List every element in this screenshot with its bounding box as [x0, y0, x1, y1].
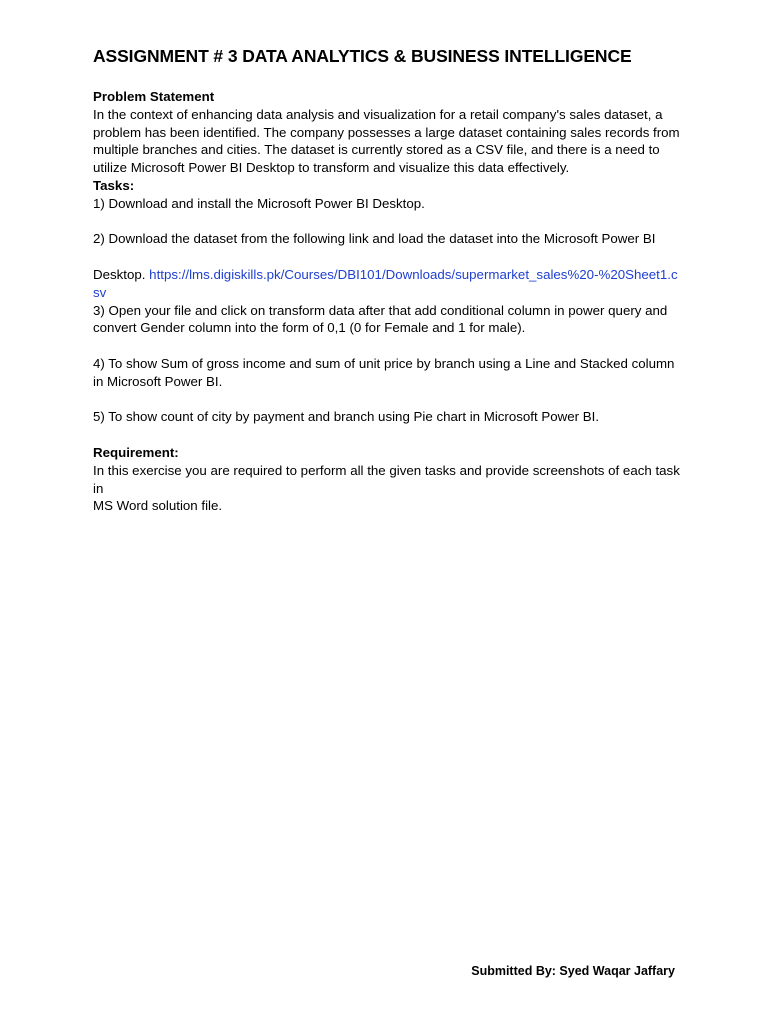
problem-statement-text: In the context of enhancing data analysis and visualization for a retail company's sales dataset, a problem has been identified. The company possesses a large dataset containing sales records from multiple branches and cities. The dataset is currently stored as a CSV file, and there is a need to utilize Microsoft Power BI Desktop to transform and visualize this data effectively. [93, 106, 680, 176]
spacer [93, 391, 683, 409]
submitted-by: Submitted By: Syed Waqar Jaffary [471, 964, 675, 978]
requirement-line-1: In this exercise you are required to perform all the given tasks and provide screenshots of each task in [93, 462, 680, 496]
spacer [93, 213, 683, 231]
requirement-line-2: MS Word solution file. [93, 498, 223, 514]
spacer [93, 426, 683, 444]
spacer [93, 337, 683, 355]
requirement-heading: Requirement: [93, 444, 179, 460]
document-title: ASSIGNMENT # 3 DATA ANALYTICS & BUSINESS INTELLIGENCE [93, 46, 632, 66]
dataset-link[interactable]: https://lms.digiskills.pk/Courses/DBI101/Downloads/supermarket_sales%20-%20Sheet1.csv [93, 266, 678, 300]
dataset-link-line [93, 266, 683, 302]
tasks-heading: Tasks: [93, 177, 135, 193]
task-1: 1) Download and install the Microsoft Power BI Desktop. [93, 195, 425, 211]
task-3: 3) Open your file and click on transform data after that add conditional column in power query and convert Gender column into the form of 0,1 (0 for Female and 1 for male). [93, 302, 668, 336]
spacer [93, 248, 683, 266]
document-body [93, 44, 683, 515]
desktop-prefix: Desktop. [93, 266, 150, 282]
problem-statement-heading: Problem Statement [93, 89, 215, 104]
task-5: 5) To show count of city by payment and branch using Pie chart in Microsoft Power BI. [93, 409, 600, 425]
task-4: 4) To show Sum of gross income and sum of unit price by branch using a Line and Stacked column in Microsoft Power BI. [93, 355, 675, 389]
task-2: 2) Download the dataset from the following link and load the dataset into the Microsoft Power BI [93, 231, 656, 247]
